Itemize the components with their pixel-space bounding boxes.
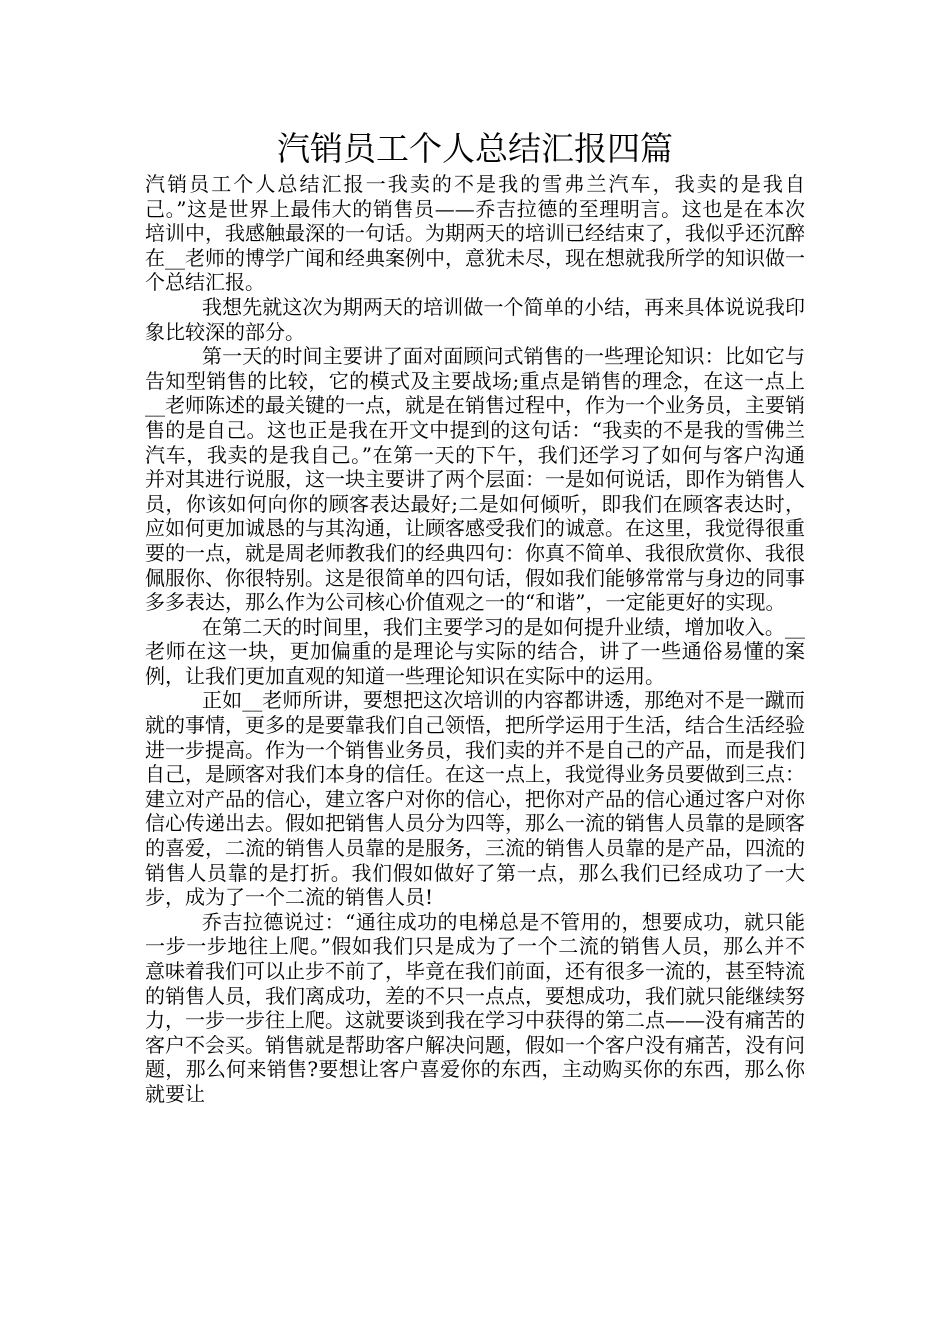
document-title: 汽销员工个人总结汇报四篇 <box>277 129 673 168</box>
paragraph-2: 我想先就这次为期两天的培训做一个简单的小结，再来具体说说我印象比较深的部分。 <box>145 294 805 344</box>
paragraph-1: 汽销员工个人总结汇报一我卖的不是我的雪弗兰汽车，我卖的是我自己。”这是世界上最伟大的销售员——乔吉拉德的至理明言。这也是在本次培训中，我感触最深的一句话。为期两天的培训已经结束了，我似乎还沉醉在__老师的博学广闻和经典案例中，意犹未尽，现在想就我所学的知识做一个总结汇报。 <box>145 172 805 295</box>
paragraph-6: 乔吉拉德说过：“通往成功的电梯总是不管用的，想要成功，就只能一步一步地往上爬。”假如我们只是成为了一个二流的销售人员，那么并不意味着我们可以止步不前了，毕竟在我们前面，还有很多一流的，甚至特流的销售人员，我们离成功，差的不只一点点，要想成功，我们就只能继续努力，一步一步往上爬。这就要谈到我在学习中获得的第二点——没有痛苦的客户不会买。销售就是帮助客户解决问题，假如一个客户没有痛苦，没有问题，那么何来销售?要想让客户喜爱你的东西，主动购买你的东西，那么你就要让 <box>145 909 805 1106</box>
paragraph-3: 第一天的时间主要讲了面对面顾问式销售的一些理论知识：比如它与告知型销售的比较，它的模式及主要战场;重点是销售的理念，在这一点上__老师陈述的最关键的一点，就是在销售过程中，作为一个业务员，主要销售的是自己。这也正是我在开文中提到的这句话：“我卖的不是我的雪佛兰汽车，我卖的是我自己。”在第一天的下午，我们还学习了如何与客户沟通并对其进行说服，这一块主要讲了两个层面：一是如何说话，即作为销售人员，你该如何向你的顾客表达最好;二是如何倾听，即我们在顾客表达时，应如何更加诚恳的与其沟通，让顾客感受我们的诚意。在这里，我觉得很重要的一点，就是周老师教我们的经典四句：你真不简单、我很欣赏你、我很佩服你、你很特别。这是很简单的四句话，假如我们能够常常与身边的同事多多表达，那么作为公司核心价值观之一的“和谐”，一定能更好的实现。 <box>145 344 805 615</box>
document-body <box>145 172 805 1107</box>
paragraph-5: 正如__老师所讲，要想把这次培训的内容都讲透，那绝对不是一蹴而就的事情，更多的是要靠我们自己领悟，把所学运用于生活，结合生活经验进一步提高。作为一个销售业务员，我们卖的并不是自己的产品，而是我们自己，是顾客对我们本身的信任。在这一点上，我觉得业务员要做到三点：建立对产品的信心，建立客户对你的信心，把你对产品的信心通过客户对你信心传递出去。假如把销售人员分为四等，那么一流的销售人员靠的是顾客的喜爱，二流的销售人员靠的是服务，三流的销售人员靠的是产品，四流的销售人员靠的是打折。我们假如做好了第一点，那么我们已经成功了一大步，成为了一个二流的销售人员! <box>145 688 805 910</box>
paragraph-4: 在第二天的时间里，我们主要学习的是如何提升业绩，增加收入。__老师在这一块，更加偏重的是理论与实际的结合，讲了一些通俗易懂的案例，让我们更加直观的知道一些理论知识在实际中的运用。 <box>145 614 805 688</box>
